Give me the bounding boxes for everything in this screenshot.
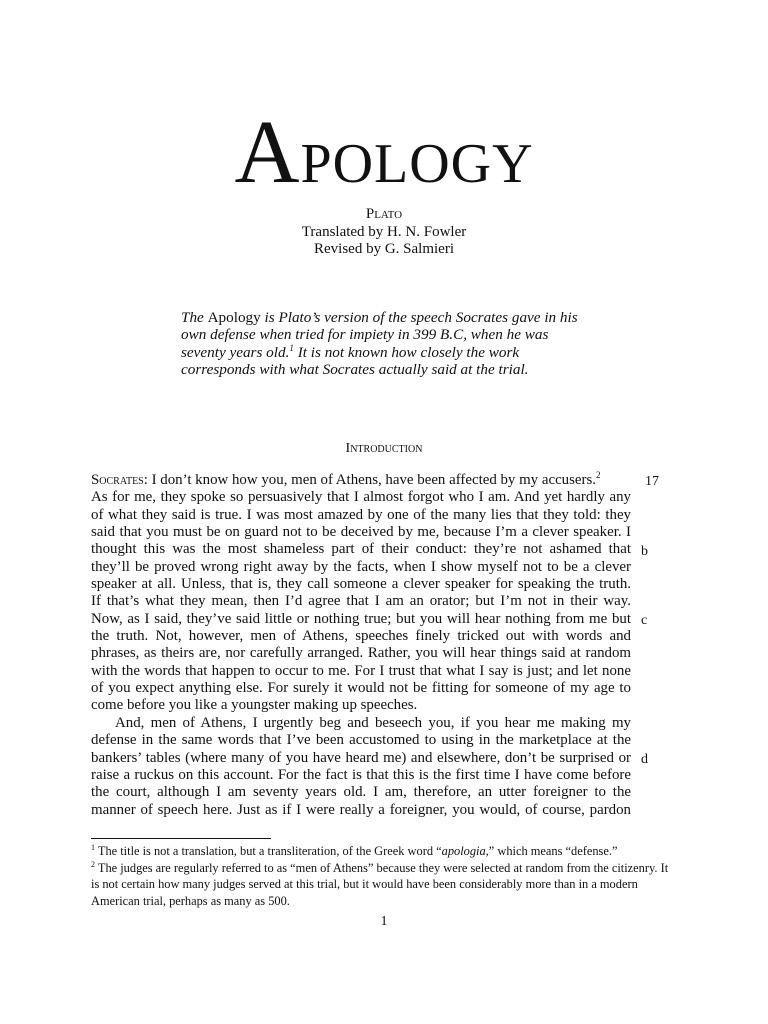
footnote-1: $^1$ The title is not a translation, but a transliteration, of the Greek word “apologia,” which means “defense.” <box>91 842 618 858</box>
body-line: As for me, they spoke so persuasively that I almost forgot who I am. And yet hardly any <box>91 489 631 506</box>
abstract-text-1: is Plato’s version of the speech Socrates gave in his own defense when tried for impiety in 399 B.C, when he was seventy years old. <box>181 309 578 361</box>
translator-credit: Translated by H. N. Fowler <box>301 223 467 240</box>
body-line: manner of speech here. Just as if I were really a foreigner, you would, of course, pardon <box>91 801 631 818</box>
body-line: defense in the same words that I’ve been accustomed to using in the marketplace at the <box>91 732 631 749</box>
body-line: of what they said is true. I was most amazed by one of the many lies that they told: they <box>91 506 631 523</box>
speaker-label: Socrates: <box>91 472 148 488</box>
reviser-credit: Revised by G. Salmieri <box>314 241 454 257</box>
author-name: Plato <box>365 206 403 222</box>
body-text <box>91 472 631 819</box>
section-heading: Introduction <box>345 441 423 456</box>
title-rest: POLOGY <box>300 133 534 195</box>
footnote-2: $^2$ The judges are regularly referred to as “men of Athens” because they were selected at random from the citizenry. It is not certain how many judges served at this trial, but it would have been considerably more than in a modern American trial, perhaps as many as 500. <box>91 859 669 908</box>
document-title <box>0 103 768 209</box>
abstract-lead-roman: Apology <box>207 309 261 326</box>
body-line: Socrates: I don’t know how you, men of Athens, have been affected by my accusers.$^2$ <box>91 470 601 488</box>
body-line: thought this was the most shameless part of their conduct: they’re not ashamed that <box>91 541 631 558</box>
footnote-separator <box>91 838 271 839</box>
footnote-term: apologia, <box>441 844 489 858</box>
body-line: with the words that happen to occur to me. For I trust that what I say is just; and let none <box>91 662 631 679</box>
footnote-ref-1[interactable]: 1 <box>289 342 294 353</box>
margin-ref-17: 17 <box>645 474 659 489</box>
body-line: And, men of Athens, I urgently beg and beseech you, if you hear me making my <box>115 714 631 731</box>
abstract-text-2: It is not known how closely the work corresponds with what Socrates actually said at the trial. <box>181 343 529 379</box>
page-number: 1 <box>380 914 388 929</box>
body-line: the truth. Not, however, men of Athens, speeches finely tricked out with words and <box>91 628 631 645</box>
footnotes <box>91 843 681 909</box>
body-line: they’ll be proved wrong right away by the facts, when I show myself not to be a clever <box>91 558 631 575</box>
body-line: bankers’ tables (where many of you have heard me) and elsewhere, don’t be surprised or <box>91 749 631 766</box>
abstract <box>181 309 591 379</box>
margin-ref-c: c <box>641 613 648 628</box>
margin-ref-d: d <box>641 752 648 767</box>
footnote-ref-2[interactable]: 2 <box>596 470 601 481</box>
body-line: phrases, as theirs are, nor carefully arranged. Rather, you will hear things said at random <box>91 645 631 662</box>
abstract-lead-italic: The <box>181 309 204 326</box>
byline <box>0 206 768 259</box>
body-line: If that’s what they mean, then I’d agree that I am an orator; but I’m not in their way. <box>91 593 631 610</box>
body-line: the court, although I am seventy years old. I am, therefore, an utter foreigner to the <box>91 784 631 801</box>
body-line: come before you like a youngster making up speeches. <box>91 697 418 714</box>
body-line: of you expect anything else. For surely it would not be fitting for someone of my age to <box>91 680 631 697</box>
body-line: Now, as I said, they’ve said little or nothing true; but you will hear nothing from me but <box>91 610 631 627</box>
title-initial: A <box>234 103 301 202</box>
body-line: said that you must be on guard not to be deceived by me, because I’m a clever speaker. I <box>91 524 631 541</box>
body-line: speaker at all. Unless, that is, they call someone a clever speaker for speaking the truth. <box>91 576 631 593</box>
body-line: raise a ruckus on this account. For the fact is that this is the first time I have come before <box>91 766 631 783</box>
margin-ref-b: b <box>641 544 648 559</box>
